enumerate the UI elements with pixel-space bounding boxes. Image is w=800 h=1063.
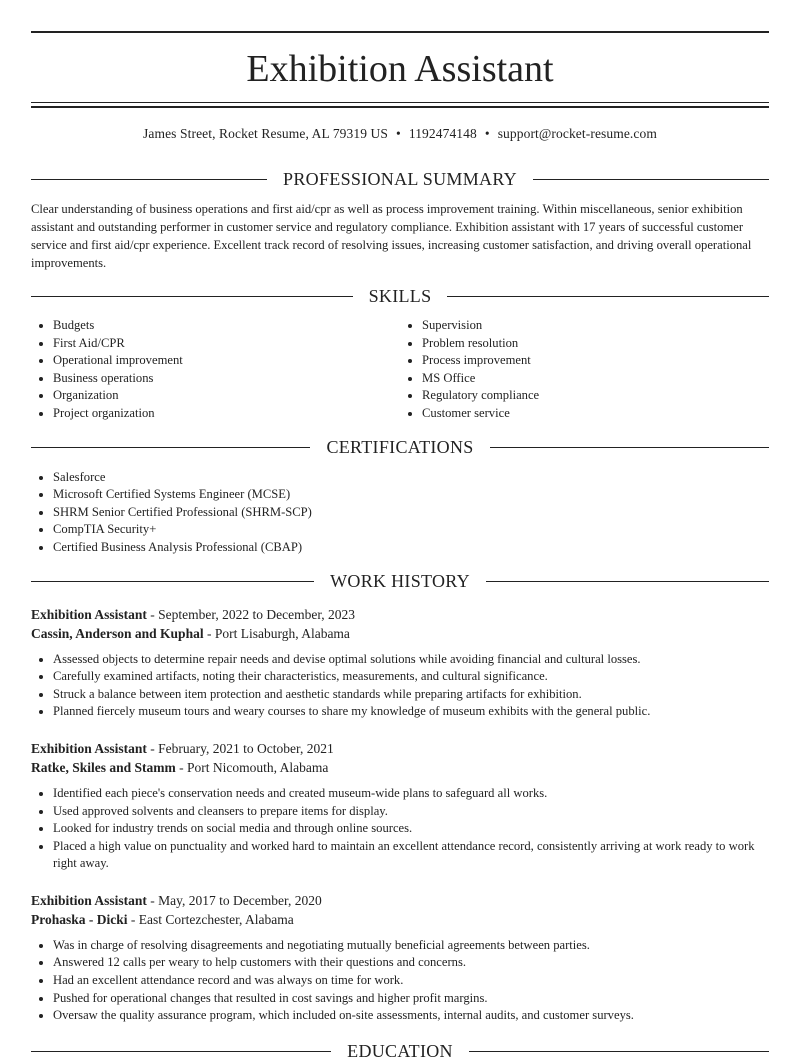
skills-heading-label: SKILLS (368, 285, 432, 306)
job-bullets (31, 937, 769, 1025)
skill-item: • MS Office (422, 370, 769, 388)
job-bullet: • Looked for industry trends on social media and through online sources. (53, 820, 769, 838)
job-entry (31, 891, 769, 1025)
job-location: - East Cortezchester, Alabama (127, 911, 294, 927)
contact-separator: • (484, 126, 490, 141)
job-bullet: • Placed a high value on punctuality and worked hard to maintain an excellent attendance record, consistently arriving at work ready to work right away. (53, 838, 769, 873)
skill-item: • Regulatory compliance (422, 387, 769, 405)
heading-rule-left (31, 447, 310, 448)
job-bullets (31, 651, 769, 721)
resume-title: Exhibition Assistant (246, 48, 554, 90)
job-company: Ratke, Skiles and Stamm (31, 759, 176, 775)
job-company-line (31, 910, 769, 929)
work-history-heading-label: WORK HISTORY (330, 571, 470, 592)
certifications-list (31, 469, 769, 557)
skill-item: • Budgets (53, 317, 400, 335)
contact-phone: 1192474148 (408, 126, 477, 141)
job-bullets (31, 785, 769, 873)
job-title-line (31, 739, 769, 758)
job-company: Prohaska - Dicki (31, 911, 128, 927)
job-bullet: • Was in charge of resolving disagreements and negotiating mutually beneficial agreements between parties. (53, 937, 769, 955)
job-bullet: • Had an excellent attendance record and was always on time for work. (53, 972, 769, 990)
education-heading (31, 1041, 769, 1063)
job-bullet: • Answered 12 calls per weary to help customers with their questions and concerns. (53, 954, 769, 972)
skill-item: • Operational improvement (53, 352, 400, 370)
job-bullet: • Assessed objects to determine repair needs and devise optimal solutions while avoiding financial and cultural losses. (53, 651, 769, 669)
job-bullet: • Identified each piece's conservation needs and created museum-wide plans to safeguard all works. (53, 785, 769, 803)
skill-item: • Supervision (422, 317, 769, 335)
heading-rule-left (31, 179, 267, 180)
heading-rule-right (490, 447, 769, 448)
education-heading-label: EDUCATION (347, 1041, 453, 1062)
skills-list-right (400, 317, 769, 423)
job-company-line (31, 624, 769, 643)
contact-separator: • (396, 126, 401, 141)
certification-item: • Salesforce (53, 469, 769, 487)
skill-item: • Organization (53, 387, 400, 405)
skill-item: • Process improvement (422, 352, 769, 370)
job-location: - Port Lisaburgh, Alabama (203, 625, 350, 641)
job-bullet: • Planned fiercely museum tours and weary courses to share my knowledge of museum exhibits with the general public. (53, 703, 769, 721)
contact-email: support@rocket-resume.com (497, 126, 657, 141)
skill-item: • First Aid/CPR (53, 335, 400, 353)
summary-heading (31, 168, 769, 190)
skills-list-left (31, 317, 400, 423)
job-bullet: • Pushed for operational changes that resulted in cost savings and higher profit margins. (53, 990, 769, 1008)
heading-rule-right (469, 1051, 769, 1052)
certifications-heading-label: CERTIFICATIONS (326, 437, 474, 458)
heading-rule-left (31, 1051, 331, 1052)
heading-rule-right (447, 296, 769, 297)
job-company: Cassin, Anderson and Kuphal (31, 625, 204, 641)
job-role: Exhibition Assistant (31, 892, 147, 908)
summary-text: Clear understanding of business operations and first aid/cpr as well as process improvement training. Within miscellaneous, senior exhibition assistant and outstanding performer in customer service and regulatory compliance. Exhibition assistant with 17 years of successful customer service and first aid/cpr experience. Excellent track record of resolving issues, increasing customer satisfaction, and driving overall operational improvements. (31, 202, 752, 270)
title-double-rule (31, 102, 769, 108)
job-dates: - September, 2022 to December, 2023 (146, 606, 356, 622)
job-bullet: • Struck a balance between item protection and aesthetic standards while preparing artifacts for exhibition. (53, 686, 769, 704)
heading-rule-left (31, 581, 314, 582)
job-company-line (31, 758, 769, 777)
skill-item: • Problem resolution (422, 335, 769, 353)
job-dates: - May, 2017 to December, 2020 (146, 892, 322, 908)
certifications-heading (31, 437, 769, 459)
heading-rule-right (486, 581, 769, 582)
contact-line (31, 126, 769, 146)
skill-item: • Customer service (422, 405, 769, 423)
job-role: Exhibition Assistant (31, 740, 147, 756)
job-title-line (31, 605, 769, 624)
skill-item: • Business operations (53, 370, 400, 388)
certification-item: • SHRM Senior Certified Professional (SHRM-SCP) (53, 504, 769, 522)
resume-page (31, 31, 769, 1063)
heading-rule-right (533, 179, 769, 180)
job-bullet: • Used approved solvents and cleansers to prepare items for display. (53, 803, 769, 821)
job-dates: - February, 2021 to October, 2021 (146, 740, 334, 756)
contact-address: James Street, Rocket Resume, AL 79319 US (143, 126, 389, 141)
top-rule (31, 31, 769, 33)
work-history-list (31, 605, 769, 1025)
job-location: - Port Nicomouth, Alabama (175, 759, 329, 775)
skill-item: • Project organization (53, 405, 400, 423)
job-bullet: • Carefully examined artifacts, noting their characteristics, measurements, and cultural significance. (53, 668, 769, 686)
certification-item: • Certified Business Analysis Professional (CBAP) (53, 539, 769, 557)
job-role: Exhibition Assistant (31, 606, 147, 622)
job-title-line (31, 891, 769, 910)
heading-rule-left (31, 296, 353, 297)
job-entry (31, 739, 769, 873)
skills-columns (31, 317, 769, 423)
job-entry (31, 605, 769, 721)
summary-heading-label: PROFESSIONAL SUMMARY (283, 168, 517, 189)
certification-item: • Microsoft Certified Systems Engineer (MCSE) (53, 486, 769, 504)
work-history-heading (31, 571, 769, 593)
job-bullet: • Oversaw the quality assurance program, which included on-site assessments, internal audits, and customer surveys. (53, 1007, 769, 1025)
skills-heading (31, 285, 769, 307)
certification-item: • CompTIA Security+ (53, 521, 769, 539)
